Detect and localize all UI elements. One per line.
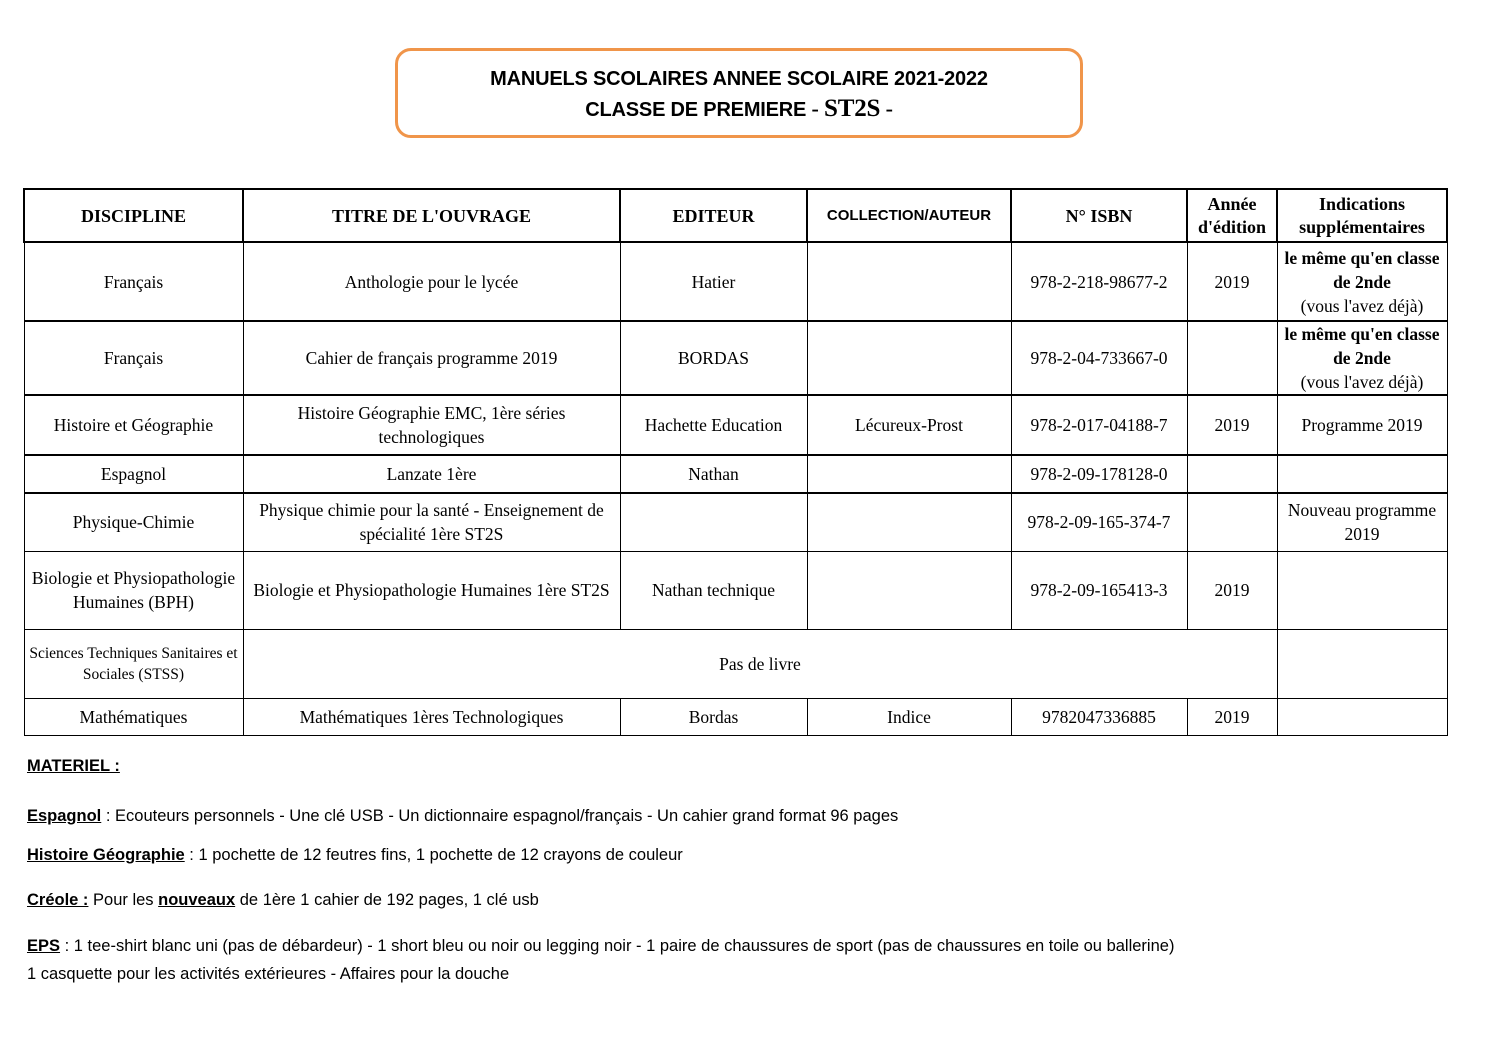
eps-text: : 1 tee-shirt blanc uni (pas de débardeur) - 1 short bleu ou noir ou legging noir - 1 paire de chaussures de sport (pas de chaussures en toile ou ballerine) xyxy=(60,937,1175,955)
cell-indications xyxy=(1277,242,1447,321)
title-separator-end: - xyxy=(885,96,893,121)
cell-editeur xyxy=(620,493,807,551)
creole-nouveaux: nouveaux xyxy=(158,891,236,909)
cell-indications xyxy=(1277,698,1447,735)
creole-text: Pour les xyxy=(88,891,159,909)
cell-collection: Indice xyxy=(807,698,1011,735)
materiel-heading: MATERIEL : xyxy=(27,757,120,775)
class-label: CLASSE DE PREMIERE xyxy=(585,99,807,121)
table-header-row xyxy=(24,189,1447,242)
table-row xyxy=(24,321,1447,395)
cell-discipline: Français xyxy=(24,321,243,395)
histoire-label: Histoire Géographie xyxy=(27,846,185,864)
cell-isbn: 978-2-017-04188-7 xyxy=(1011,395,1187,455)
cell-annee: 2019 xyxy=(1187,698,1277,735)
indication-note: (vous l'avez déjà) xyxy=(1300,295,1424,316)
class-name: ST2S xyxy=(824,95,881,122)
col-header-annee: Année d'édition xyxy=(1187,189,1277,242)
cell-indications: Nouveau programme 2019 xyxy=(1277,493,1447,551)
indication-bold: le même qu'en classe de 2nde xyxy=(1284,324,1440,368)
cell-titre: Lanzate 1ère xyxy=(243,455,620,493)
espagnol-text: : Ecouteurs personnels - Une clé USB - Un dictionnaire espagnol/français - Un cahier grand format 96 pages xyxy=(101,807,899,825)
cell-annee xyxy=(1187,321,1277,395)
title-box xyxy=(395,48,1083,138)
cell-collection xyxy=(807,321,1011,395)
cell-annee: 2019 xyxy=(1187,242,1277,321)
materiel-creole xyxy=(27,889,539,911)
espagnol-label: Espagnol xyxy=(27,807,102,825)
cell-discipline: Mathématiques xyxy=(24,698,243,735)
cell-isbn: 978-2-09-165413-3 xyxy=(1011,551,1187,629)
cell-titre: Histoire Géographie EMC, 1ère séries technologiques xyxy=(243,395,620,455)
cell-titre: Anthologie pour le lycée xyxy=(243,242,620,321)
col-header-collection: COLLECTION/AUTEUR xyxy=(807,189,1011,242)
col-header-indications: Indications supplémentaires xyxy=(1277,189,1447,242)
cell-editeur: Bordas xyxy=(620,698,807,735)
cell-collection xyxy=(807,551,1011,629)
cell-isbn: 9782047336885 xyxy=(1011,698,1187,735)
cell-titre: Biologie et Physiopathologie Humaines 1ère ST2S xyxy=(243,551,620,629)
cell-indications xyxy=(1277,455,1447,493)
cell-discipline: Français xyxy=(24,242,243,321)
cell-indications xyxy=(1277,551,1447,629)
cell-editeur: BORDAS xyxy=(620,321,807,395)
table-row xyxy=(24,551,1447,629)
cell-editeur: Nathan technique xyxy=(620,551,807,629)
cell-indications xyxy=(1277,629,1447,698)
cell-collection xyxy=(807,455,1011,493)
page-title: MANUELS SCOLAIRES ANNEE SCOLAIRE 2021-2022 xyxy=(490,68,988,90)
books-table xyxy=(23,188,1448,736)
cell-discipline: Physique-Chimie xyxy=(24,493,243,551)
cell-editeur: Hachette Education xyxy=(620,395,807,455)
materiel-espagnol xyxy=(27,805,898,827)
cell-indications: Programme 2019 xyxy=(1277,395,1447,455)
cell-indications xyxy=(1277,321,1447,395)
cell-discipline: Sciences Techniques Sanitaires et Sociales (STSS) xyxy=(24,629,243,698)
table-row xyxy=(24,629,1447,698)
histoire-text: : 1 pochette de 12 feutres fins, 1 pochette de 12 crayons de couleur xyxy=(184,846,683,864)
col-header-discipline: DISCIPLINE xyxy=(24,189,243,242)
cell-collection: Lécureux-Prost xyxy=(807,395,1011,455)
cell-collection xyxy=(807,242,1011,321)
table-row xyxy=(24,698,1447,735)
indication-note: (vous l'avez déjà) xyxy=(1300,372,1424,392)
eps-label: EPS xyxy=(27,937,61,955)
title-separator: - xyxy=(811,96,819,121)
cell-titre: Cahier de français programme 2019 xyxy=(243,321,620,395)
col-header-editeur: EDITEUR xyxy=(620,189,807,242)
materiel-eps xyxy=(27,935,1174,957)
cell-isbn: 978-2-04-733667-0 xyxy=(1011,321,1187,395)
materiel-histoire xyxy=(27,844,683,866)
creole-text-end: de 1ère 1 cahier de 192 pages, 1 clé usb xyxy=(235,891,539,909)
cell-discipline: Biologie et Physiopathologie Humaines (BPH) xyxy=(24,551,243,629)
cell-annee: 2019 xyxy=(1187,551,1277,629)
cell-isbn: 978-2-09-178128-0 xyxy=(1011,455,1187,493)
creole-label: Créole : xyxy=(27,891,89,909)
cell-collection xyxy=(807,493,1011,551)
cell-annee xyxy=(1187,493,1277,551)
cell-isbn: 978-2-218-98677-2 xyxy=(1011,242,1187,321)
table-row xyxy=(24,493,1447,551)
table-row xyxy=(24,242,1447,321)
cell-discipline: Espagnol xyxy=(24,455,243,493)
cell-editeur: Nathan xyxy=(620,455,807,493)
page-subtitle xyxy=(398,95,1080,123)
col-header-titre: TITRE DE L'OUVRAGE xyxy=(243,189,620,242)
cell-isbn: 978-2-09-165-374-7 xyxy=(1011,493,1187,551)
table-row xyxy=(24,455,1447,493)
cell-annee: 2019 xyxy=(1187,395,1277,455)
cell-titre: Physique chimie pour la santé - Enseignement de spécialité 1ère ST2S xyxy=(243,493,620,551)
indication-bold: le même qu'en classe de 2nde xyxy=(1284,247,1440,292)
cell-no-book: Pas de livre xyxy=(243,629,1277,698)
cell-editeur: Hatier xyxy=(620,242,807,321)
cell-annee xyxy=(1187,455,1277,493)
cell-discipline: Histoire et Géographie xyxy=(24,395,243,455)
table-row xyxy=(24,395,1447,455)
materiel-eps-line2: 1 casquette pour les activités extérieures - Affaires pour la douche xyxy=(27,965,510,983)
col-header-isbn: N° ISBN xyxy=(1011,189,1187,242)
cell-titre: Mathématiques 1ères Technologiques xyxy=(243,698,620,735)
